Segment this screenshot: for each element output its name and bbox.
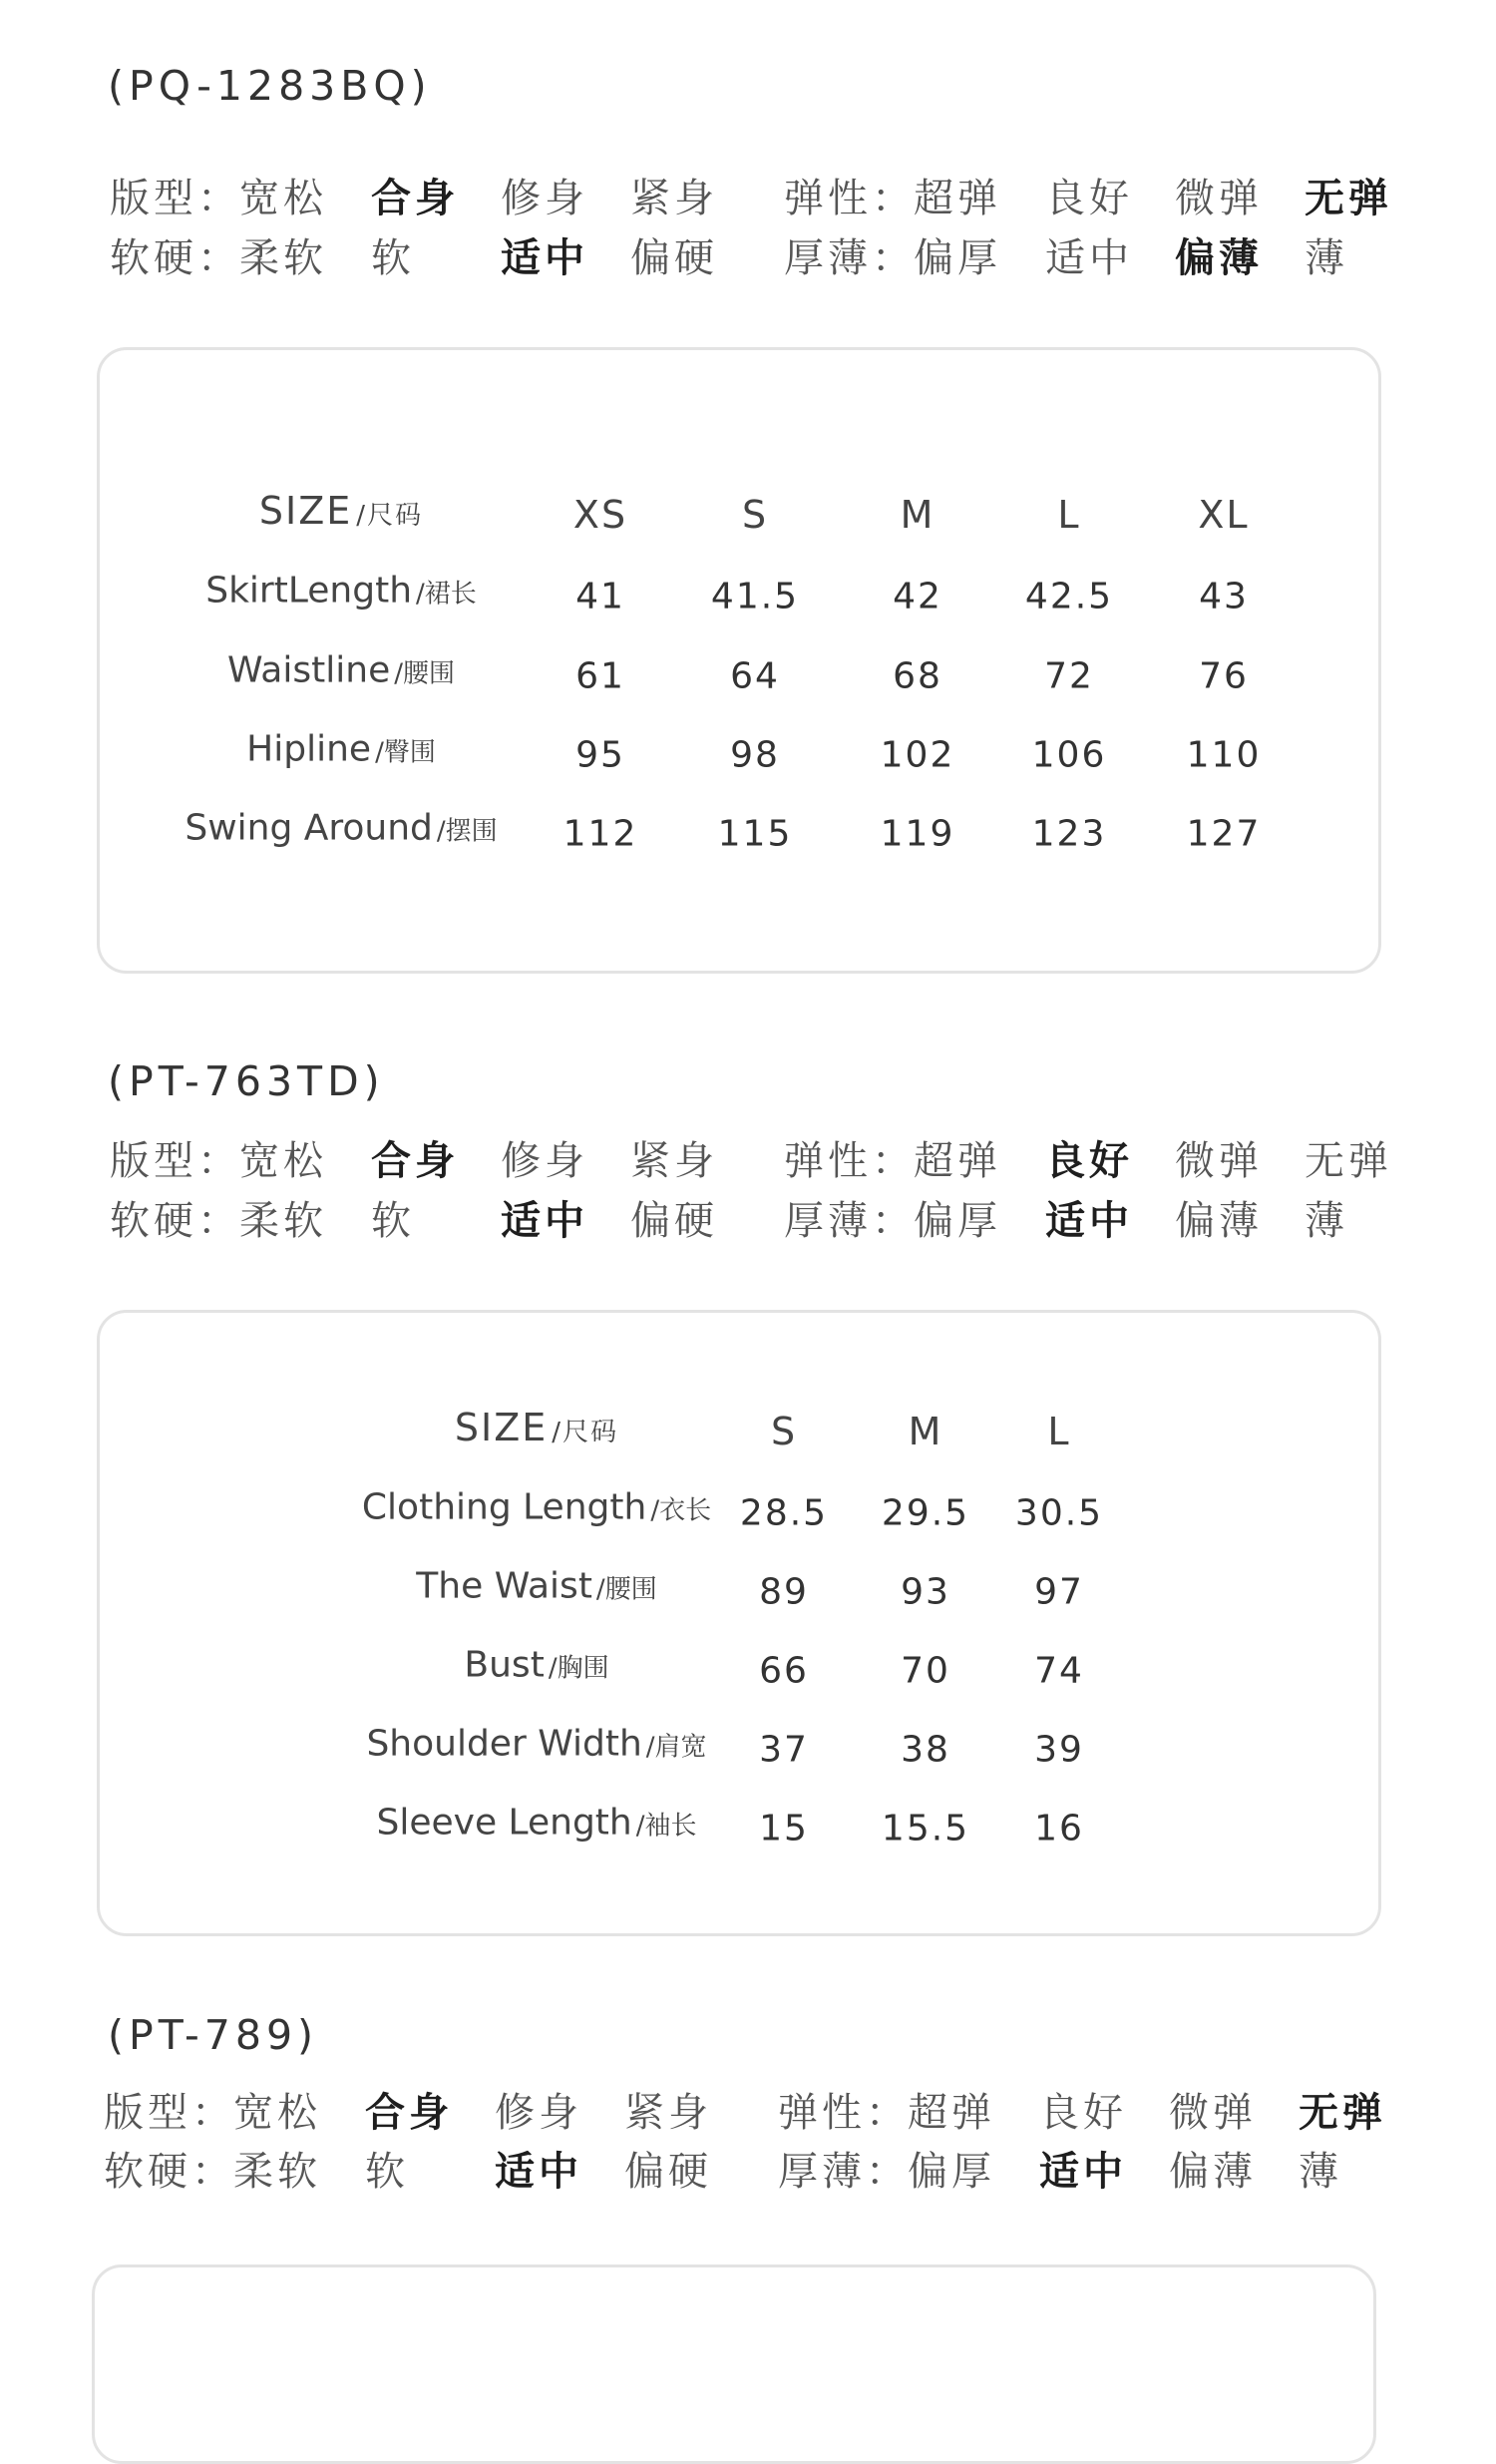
- measurement-label: [246, 729, 436, 770]
- attribute-option: 偏薄: [1169, 2149, 1257, 2195]
- size-column-header: XL: [1198, 493, 1250, 537]
- size-column-header: M: [908, 1410, 943, 1453]
- measurement-value: 119: [880, 813, 955, 855]
- measurement-label: [366, 1724, 706, 1765]
- attribute-selected: 适中: [501, 235, 588, 281]
- size-column-header: XS: [572, 493, 628, 537]
- measurement-value: 15: [759, 1808, 809, 1849]
- measurement-value: 76: [1199, 655, 1249, 697]
- size-header-label: [259, 489, 423, 533]
- measurement-value: 29.5: [881, 1492, 970, 1534]
- attribute-option: 修身: [495, 2090, 582, 2136]
- attribute-option: 薄: [1305, 1198, 1348, 1244]
- attribute-option: 偏厚: [908, 2149, 995, 2195]
- attribute-option: 版型：: [104, 2090, 235, 2136]
- attribute-option: 修身: [501, 176, 588, 221]
- attribute-selected: 良好: [1045, 1138, 1133, 1184]
- measurement-label-cn: /摆围: [436, 816, 498, 847]
- attribute-option: 超弹: [908, 2090, 995, 2136]
- size-chart-card: [92, 2264, 1376, 2464]
- measurement-value: 89: [759, 1571, 809, 1613]
- measurement-label: [464, 1645, 608, 1686]
- measurement-value: 43: [1199, 576, 1249, 617]
- attribute-option: 厚薄：: [778, 2149, 910, 2195]
- attribute-option: 软: [371, 235, 415, 281]
- measurement-label-cn: /腰围: [394, 658, 455, 689]
- measurement-label-en: Hipline: [246, 728, 372, 770]
- measurement-value: 72: [1044, 655, 1094, 697]
- measurement-label-cn: /胸围: [548, 1653, 609, 1684]
- measurement-value: 15.5: [881, 1808, 970, 1849]
- attribute-option: 紧身: [630, 176, 718, 221]
- product-code: (PQ-1283BQ): [108, 62, 432, 110]
- attribute-option: 微弹: [1169, 2090, 1257, 2136]
- measurement-value: 95: [575, 734, 625, 776]
- attribute-option: 厚薄：: [784, 235, 916, 281]
- attribute-selected: 适中: [495, 2149, 582, 2195]
- attribute-option: 偏硬: [624, 2149, 712, 2195]
- measurement-value: 74: [1034, 1650, 1084, 1692]
- measurement-label: [185, 808, 497, 849]
- size-header-label: [455, 1406, 618, 1449]
- measurement-value: 115: [717, 813, 793, 855]
- measurement-label: [377, 1803, 697, 1844]
- attribute-option: 软硬：: [104, 2149, 235, 2195]
- measurement-value: 123: [1031, 813, 1107, 855]
- attribute-option: 良好: [1045, 176, 1133, 221]
- attribute-option: 薄: [1305, 235, 1348, 281]
- attribute-option: 柔软: [239, 235, 327, 281]
- attribute-option: 版型：: [110, 176, 241, 221]
- attribute-option: 修身: [501, 1138, 588, 1184]
- measurement-value: 39: [1034, 1729, 1084, 1771]
- measurement-label-en: Swing Around: [185, 807, 433, 849]
- attribute-selected: 适中: [501, 1198, 588, 1244]
- measurement-value: 38: [901, 1729, 950, 1771]
- attribute-selected: 无弹: [1305, 176, 1392, 221]
- size-header-en: SIZE: [454, 1406, 549, 1449]
- measurement-value: 127: [1186, 813, 1262, 855]
- attribute-option: 版型：: [110, 1138, 241, 1184]
- attribute-option: 宽松: [239, 1138, 327, 1184]
- attribute-option: 柔软: [239, 1198, 327, 1244]
- attribute-option: 偏硬: [630, 1198, 718, 1244]
- measurement-label-en: Clothing Length: [361, 1486, 647, 1528]
- attribute-option: 良好: [1039, 2090, 1127, 2136]
- attribute-option: 软硬：: [110, 1198, 241, 1244]
- attribute-option: 软: [371, 1198, 415, 1244]
- attribute-selected: 合身: [371, 1138, 459, 1184]
- attribute-option: 偏硬: [630, 235, 718, 281]
- measurement-value: 97: [1034, 1571, 1084, 1613]
- size-header-cn: /尺码: [356, 501, 424, 531]
- size-header-cn: /尺码: [552, 1418, 619, 1447]
- measurement-value: 42: [893, 576, 942, 617]
- attribute-selected: 适中: [1045, 1198, 1133, 1244]
- size-column-header: S: [770, 1410, 798, 1453]
- size-column-header: L: [1057, 493, 1081, 537]
- attribute-selected: 偏薄: [1175, 235, 1263, 281]
- measurement-value: 64: [730, 655, 780, 697]
- measurement-label-cn: /肩宽: [645, 1732, 707, 1763]
- measurement-label-en: Waistline: [227, 649, 391, 691]
- attribute-option: 厚薄：: [784, 1198, 916, 1244]
- attribute-option: 超弹: [914, 176, 1001, 221]
- attribute-option: 宽松: [233, 2090, 321, 2136]
- attribute-option: 紧身: [630, 1138, 718, 1184]
- attribute-option: 弹性：: [784, 176, 916, 221]
- measurement-value: 16: [1034, 1808, 1084, 1849]
- product-code: (PT-763TD): [108, 1057, 385, 1105]
- size-column-header: S: [741, 493, 769, 537]
- measurement-label-en: The Waist: [416, 1565, 592, 1607]
- measurement-value: 110: [1186, 734, 1262, 776]
- attribute-option: 偏薄: [1175, 1198, 1263, 1244]
- attribute-option: 紧身: [624, 2090, 712, 2136]
- measurement-value: 61: [575, 655, 625, 697]
- measurement-value: 41: [575, 576, 625, 617]
- measurement-value: 106: [1031, 734, 1107, 776]
- size-column-header: L: [1047, 1410, 1071, 1453]
- measurement-label-cn: /臀围: [375, 737, 436, 768]
- measurement-value: 102: [880, 734, 955, 776]
- attribute-selected: 适中: [1039, 2149, 1127, 2195]
- measurement-label-en: Shoulder Width: [366, 1723, 642, 1765]
- measurement-value: 37: [759, 1729, 809, 1771]
- attribute-option: 微弹: [1175, 1138, 1263, 1184]
- measurement-value: 30.5: [1014, 1492, 1104, 1534]
- measurement-label: [362, 1487, 711, 1528]
- measurement-value: 66: [759, 1650, 809, 1692]
- attribute-option: 软: [365, 2149, 409, 2195]
- size-chart-card: [97, 1310, 1381, 1936]
- measurement-label: [227, 650, 455, 691]
- attribute-option: 偏厚: [914, 235, 1001, 281]
- attribute-option: 薄: [1299, 2149, 1342, 2195]
- attribute-option: 偏厚: [914, 1198, 1001, 1244]
- measurement-label-cn: /袖长: [635, 1811, 697, 1842]
- size-column-header: M: [900, 493, 935, 537]
- attribute-selected: 合身: [371, 176, 459, 221]
- attribute-option: 软硬：: [110, 235, 241, 281]
- measurement-label-cn: /衣长: [650, 1495, 712, 1526]
- size-header-en: SIZE: [258, 489, 353, 533]
- attribute-option: 弹性：: [784, 1138, 916, 1184]
- measurement-value: 28.5: [739, 1492, 829, 1534]
- measurement-label-en: SkirtLength: [205, 570, 413, 612]
- attribute-option: 柔软: [233, 2149, 321, 2195]
- attribute-option: 无弹: [1305, 1138, 1392, 1184]
- product-code: (PT-789): [108, 2011, 319, 2059]
- measurement-label-en: Bust: [464, 1644, 545, 1686]
- attribute-option: 超弹: [914, 1138, 1001, 1184]
- attribute-option: 弹性：: [778, 2090, 910, 2136]
- measurement-label-cn: /裙长: [416, 579, 477, 610]
- measurement-value: 68: [893, 655, 942, 697]
- measurement-value: 112: [562, 813, 638, 855]
- measurement-label: [205, 571, 477, 612]
- measurement-label-en: Sleeve Length: [376, 1802, 632, 1844]
- measurement-value: 93: [901, 1571, 950, 1613]
- measurement-value: 41.5: [710, 576, 800, 617]
- measurement-value: 42.5: [1024, 576, 1114, 617]
- measurement-label: [416, 1566, 656, 1607]
- measurement-value: 70: [901, 1650, 950, 1692]
- attribute-option: 宽松: [239, 176, 327, 221]
- attribute-selected: 无弹: [1299, 2090, 1386, 2136]
- attribute-selected: 合身: [365, 2090, 453, 2136]
- attribute-option: 适中: [1045, 235, 1133, 281]
- attribute-option: 微弹: [1175, 176, 1263, 221]
- measurement-label-cn: /腰围: [595, 1574, 657, 1605]
- measurement-value: 98: [730, 734, 780, 776]
